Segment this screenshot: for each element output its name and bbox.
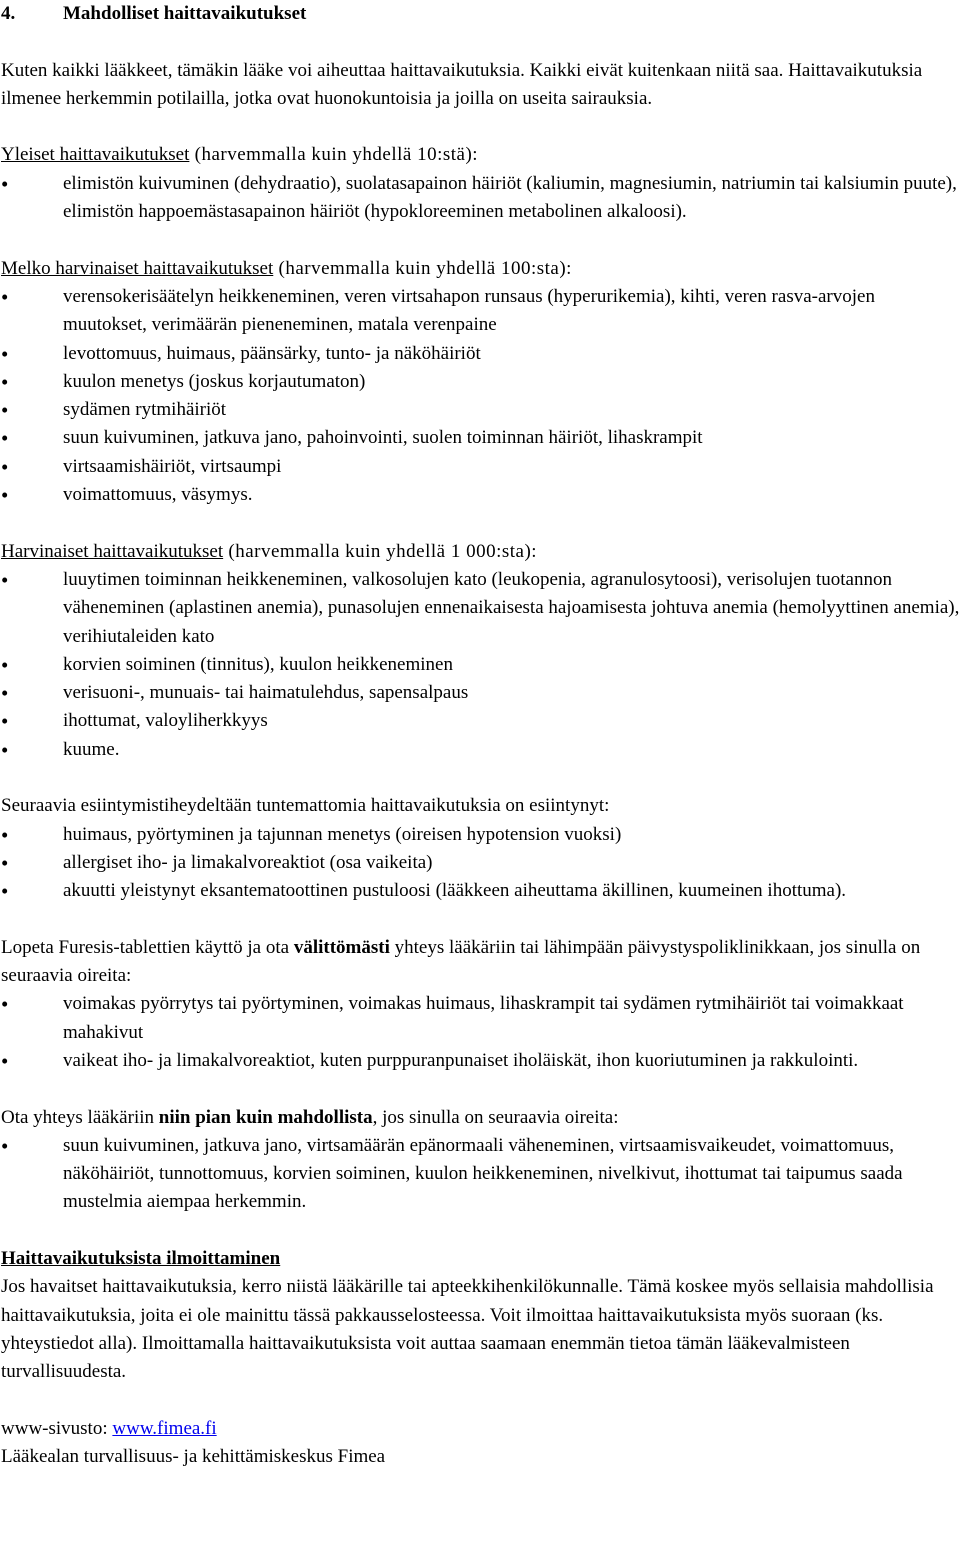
reporting-paragraph: Jos havaitset haittavaikutuksia, kerro niistä lääkärille tai apteekkihenkilökunnalle. Tämä koskee myös sellaisia mahdollisia haittavaikutuksia, joita ei ole mainittu tässä pakkausselosteessa. Voit ilmoittaa haittavaikutuksista myös suoraan (ks. yhteystiedot alla). Ilmoittamalla haittavaikutuksista voit auttaa saamaan enemmän tietoa tämän lääkevalmisteen turvallisuudesta. bbox=[1, 1276, 934, 1383]
list-item: • suun kuivuminen, jatkuva jano, pahoinvointi, suolen toiminnan häiriöt, lihaskrampit bbox=[1, 424, 960, 452]
list-item: • ihottumat, valoyliherkkyys bbox=[1, 707, 960, 735]
stop-use-emphasis: välittömästi bbox=[293, 936, 390, 958]
section-number: 4. bbox=[1, 3, 16, 24]
contact-doctor-emphasis: niin pian kuin mahdollista bbox=[158, 1106, 373, 1128]
list-item: • huimaus, pyörtyminen ja tajunnan menetys (oireisen hypotension vuoksi) bbox=[1, 821, 960, 849]
rare-effects-heading bbox=[1, 538, 960, 566]
rare-effects-frequency: (harvemmalla kuin yhdellä 1 000:sta): bbox=[223, 540, 538, 562]
rare-effects-label: Harvinaiset haittavaikutukset bbox=[1, 540, 224, 562]
website-label: www-sivusto: bbox=[1, 1417, 113, 1439]
list-item: • akuutti yleistynyt eksantematoottinen pustuloosi (lääkkeen aiheuttama äkillinen, kuumeinen ihottuma). bbox=[1, 877, 960, 905]
uncommon-effects-heading bbox=[1, 255, 960, 283]
list-item: • voimakas pyörrytys tai pyörtyminen, voimakas huimaus, lihaskrampit tai sydämen rytmihäiriöt tai voimakkaat mahakivut bbox=[1, 990, 960, 1047]
unknown-frequency-heading: Seuraavia esiintymistiheydeltään tuntemattomia haittavaikutuksia on esiintynyt: bbox=[1, 795, 610, 817]
uncommon-effects-list bbox=[1, 283, 960, 509]
list-item: • suun kuivuminen, jatkuva jano, virtsamäärän epänormaali väheneminen, virtsaamisvaikeudet, voimattomuus, näköhäiriöt, tunnottomuus, korvien soiminen, kuulon heikkeneminen, nivelkivut, ihottumat tai taipumus saada mustelmia aiempaa herkemmin. bbox=[1, 1132, 960, 1217]
list-item: • kuume. bbox=[1, 736, 960, 764]
intro-paragraph: Kuten kaikki lääkkeet, tämäkin lääke voi aiheuttaa haittavaikutuksia. Kaikki eivät kuitenkaan niitä saa. Haittavaikutuksia ilmenee herkemmin potilailla, jotka ovat huonokuntoisia ja joilla on useita sairauksia. bbox=[1, 59, 923, 109]
list-item: • luuytimen toiminnan heikkeneminen, valkosolujen kato (leukopenia, agranulosytoosi), verisolujen tuotannon väheneminen (aplastinen anemia), punasolujen ennenaikaisesta hajoamisesta johtuva anemia (hemolyyttinen anemia), verihiutaleiden kato bbox=[1, 566, 960, 651]
organization-name: Lääkealan turvallisuus- ja kehittämiskeskus Fimea bbox=[1, 1446, 386, 1468]
website-line bbox=[1, 1415, 960, 1443]
rare-effects-list bbox=[1, 566, 960, 764]
list-item: • voimattomuus, väsymys. bbox=[1, 481, 960, 509]
list-item: • allergiset iho- ja limakalvoreaktiot (osa vaikeita) bbox=[1, 849, 960, 877]
list-item: • sydämen rytmihäiriöt bbox=[1, 396, 960, 424]
list-item: • verensokerisäätelyn heikkeneminen, veren virtsahapon runsaus (hyperurikemia), kihti, veren rasva-arvojen muutokset, verimäärän pieneneminen, matala verenpaine bbox=[1, 283, 960, 340]
stop-use-text-start: Lopeta Furesis-tablettien käyttö ja ota bbox=[1, 936, 294, 958]
common-effects-label: Yleiset haittavaikutukset bbox=[1, 144, 190, 166]
fimea-website-link[interactable]: www.fimea.fi bbox=[112, 1417, 217, 1439]
list-item: • virtsaamishäiriöt, virtsaumpi bbox=[1, 453, 960, 481]
stop-use-text-end: yhteys lääkäriin tai lähimpään päivystyspoliklinikkaan, jos sinulla on seuraavia oireita: bbox=[1, 936, 921, 987]
list-item: • vaikeat iho- ja limakalvoreaktiot, kuten purppuranpunaiset iholäiskät, ihon kuoriutuminen ja rakkulointi. bbox=[1, 1047, 960, 1075]
contact-doctor-paragraph bbox=[1, 1104, 960, 1132]
contact-doctor-text-start: Ota yhteys lääkäriin bbox=[1, 1106, 159, 1128]
uncommon-effects-frequency: (harvemmalla kuin yhdellä 100:sta): bbox=[273, 257, 572, 279]
list-item: • korvien soiminen (tinnitus), kuulon heikkeneminen bbox=[1, 651, 960, 679]
list-item: • levottomuus, huimaus, päänsärky, tunto- ja näköhäiriöt bbox=[1, 340, 960, 368]
reporting-heading bbox=[1, 1245, 960, 1273]
list-item: • elimistön kuivuminen (dehydraatio), suolatasapainon häiriöt (kaliumin, magnesiumin, natriumin tai kalsiumin puute), elimistön happoemästasapainon häiriöt (hypokloreeminen metabolinen alkaloosi). bbox=[1, 170, 960, 227]
contact-doctor-text-end: , jos sinulla on seuraavia oireita: bbox=[372, 1106, 619, 1128]
unknown-frequency-list bbox=[1, 821, 960, 906]
section-title: Mahdolliset haittavaikutukset bbox=[63, 3, 307, 24]
section-heading bbox=[1, 0, 960, 28]
common-effects-list bbox=[1, 170, 960, 227]
common-effects-heading bbox=[1, 141, 960, 169]
contact-doctor-list bbox=[1, 1132, 960, 1217]
uncommon-effects-label: Melko harvinaiset haittavaikutukset bbox=[1, 257, 274, 279]
reporting-title: Haittavaikutuksista ilmoittaminen bbox=[1, 1248, 281, 1270]
list-item: • verisuoni-, munuais- tai haimatulehdus, sapensalpaus bbox=[1, 679, 960, 707]
list-item: • kuulon menetys (joskus korjautumaton) bbox=[1, 368, 960, 396]
common-effects-frequency: (harvemmalla kuin yhdellä 10:stä): bbox=[189, 144, 479, 166]
stop-use-paragraph bbox=[1, 934, 960, 991]
stop-use-list bbox=[1, 990, 960, 1075]
